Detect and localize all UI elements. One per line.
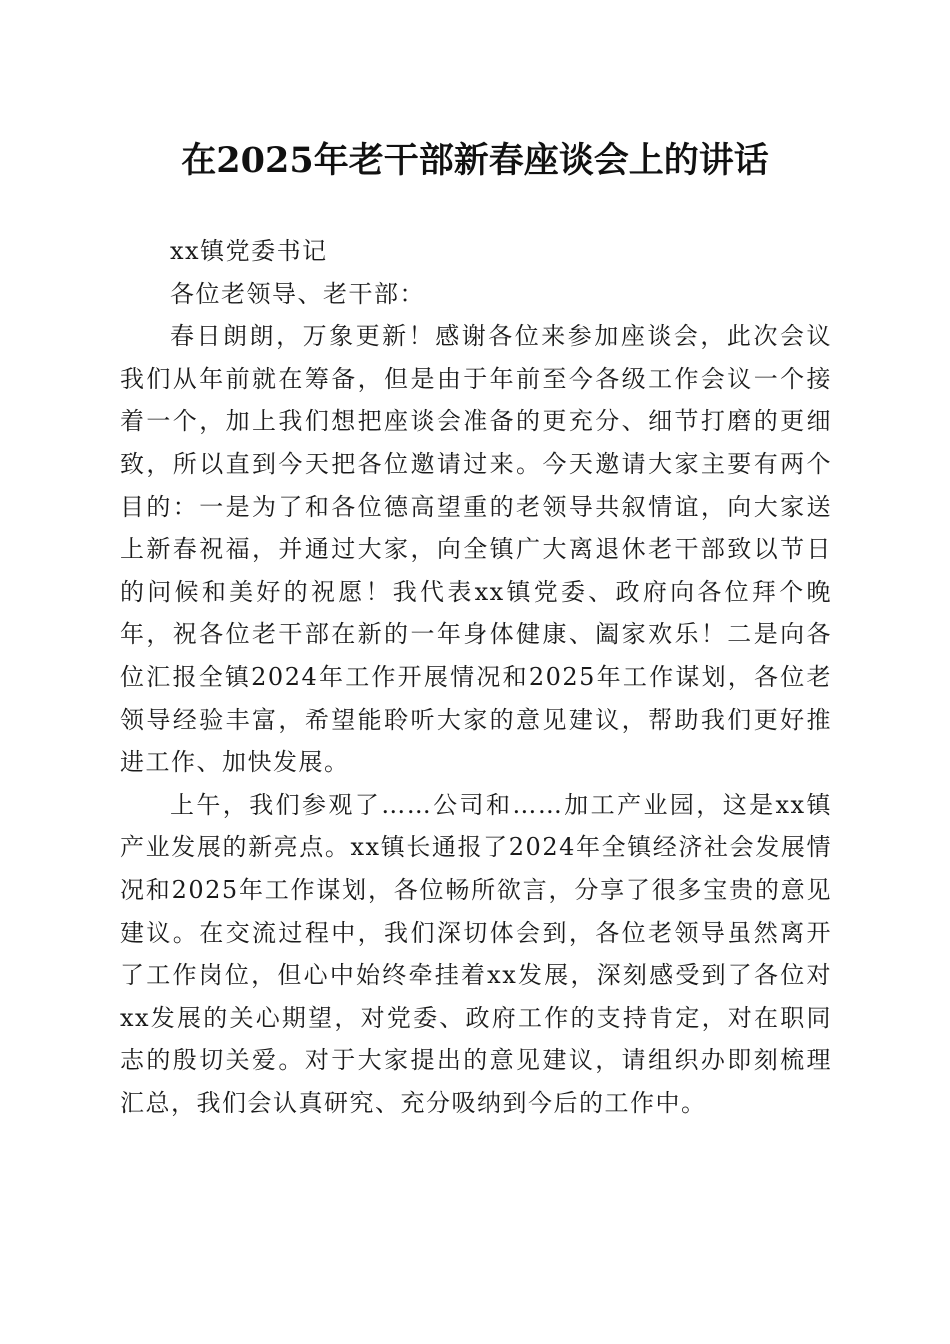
salutation: 各位老领导、老干部： (170, 279, 425, 308)
paragraph-2: 上午，我们参观了……公司和……加工产业园，这是xx镇产业发展的新亮点。xx镇长通报了2024年全镇经济社会发展情况和2025年工作谋划，各位畅所欲言，分享了很多宝贵的意见建议。在交流过程中，我们深切体会到，各位老领导虽然离开了工作岗位，但心中始终牵挂着xx发展，深刻感受到了各位对xx发展的关心期望，对党委、政府工作的支持肯定，对在职同志的殷切关爱。对于大家提出的意见建议，请组织办即刻梳理汇总，我们会认真研究、充分吸纳到今后的工作中。 (120, 790, 832, 1117)
paragraph-1: 春日朗朗，万象更新！感谢各位来参加座谈会，此次会议我们从年前就在筹备，但是由于年前至今各级工作会议一个接着一个，加上我们想把座谈会准备的更充分、细节打磨的更细致，所以直到今天把各位邀请过来。今天邀请大家主要有两个目的：一是为了和各位德高望重的老领导共叙情谊，向大家送上新春祝福，并通过大家，向全镇广大离退休老干部致以节日的问候和美好的祝愿！我代表xx镇党委、政府向各位拜个晚年，祝各位老干部在新的一年身体健康、阖家欢乐！二是向各位汇报全镇2024年工作开展情况和2025年工作谋划，各位老领导经验丰富，希望能聆听大家的意见建议，帮助我们更好推进工作、加快发展。 (120, 322, 832, 777)
document-title: 在2025年老干部新春座谈会上的讲话 (181, 140, 769, 181)
author-line: xx镇党委书记 (170, 237, 328, 265)
document-body (120, 230, 832, 1124)
